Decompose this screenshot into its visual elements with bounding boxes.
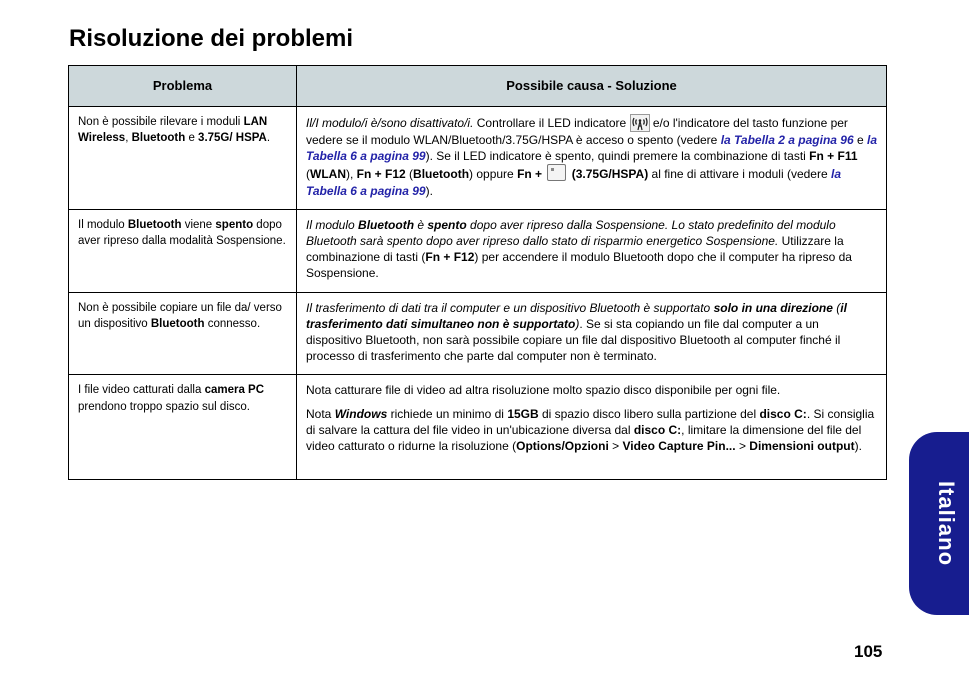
problem-text: dopo aver ripreso dalla modalità Sospensione. — [78, 218, 286, 248]
solution-text: ), — [346, 167, 357, 182]
solution-text: richiede un minimo di — [387, 406, 508, 421]
solution-cell — [297, 107, 887, 210]
solution-text: Nota — [306, 406, 335, 421]
solution-bold: Video Capture Pin... — [622, 439, 736, 454]
solution-text: ( — [306, 167, 310, 182]
column-header-soluzione: Possibile causa - Soluzione — [297, 66, 887, 107]
problem-text: viene — [181, 218, 216, 231]
table-row — [69, 209, 887, 292]
solution-text: ( — [405, 167, 414, 182]
solution-text: > — [735, 439, 750, 454]
solution-text: ). Se il LED indicatore è spento, quindi premere la combinazione di tasti — [425, 149, 810, 164]
solution-text: . Si consiglia di salvare la cattura del file video in un'ubicazione diversa dal — [306, 406, 875, 437]
problem-bold: 3.75G/ HSPA — [198, 132, 267, 145]
solution-bold-italic: il trasferimento dati simultaneo non è supportato — [306, 300, 847, 331]
table-row — [69, 292, 887, 375]
problem-bold: Bluetooth — [150, 317, 205, 330]
solution-text: > — [608, 439, 623, 454]
problem-text: I file video catturati dalla — [78, 384, 205, 397]
solution-bold: 15GB — [507, 406, 539, 421]
language-tab[interactable] — [909, 432, 969, 615]
solution-text: ) per accendere il modulo Bluetooth dopo che il computer ha ripreso da Sospensione. — [306, 250, 852, 281]
solution-italic: Il modulo — [306, 217, 359, 232]
solution-bold-italic: solo in una direzione — [713, 300, 833, 315]
problem-bold: Bluetooth — [131, 132, 186, 145]
problem-text: e — [185, 132, 199, 145]
solution-text: di spazio disco libero sulla partizione del — [538, 406, 760, 421]
solution-italic: è — [414, 217, 428, 232]
solution-bold: Fn + F12 — [425, 250, 475, 265]
problem-bold: Bluetooth — [127, 218, 182, 231]
solution-bold: disco C: — [759, 406, 807, 421]
problem-cell — [69, 292, 297, 375]
problem-text: . — [266, 132, 271, 145]
solution-bold-italic: spento — [427, 217, 467, 232]
solution-text: , limitare la dimensione del file del video catturato o ridurne la risoluzione ( — [306, 422, 862, 454]
solution-bold: WLAN — [310, 167, 346, 182]
problem-cell — [69, 375, 297, 480]
solution-cell — [297, 292, 887, 375]
problem-cell — [69, 209, 297, 292]
3g-key-icon — [547, 164, 566, 181]
solution-bold: Fn + — [517, 167, 546, 182]
solution-text: ). — [425, 183, 433, 198]
problem-text: Il modulo — [78, 218, 128, 231]
solution-bold: disco C: — [633, 422, 682, 437]
solution-italic: Il trasferimento di dati tra il computer e un dispositivo Bluetooth è supportato — [306, 300, 714, 315]
solution-text: ) oppure — [469, 167, 518, 182]
table-reference-link[interactable]: la Tabella 2 a pagina 96 — [720, 133, 854, 147]
wireless-led-icon — [630, 114, 650, 132]
problem-text: Non è possibile rilevare i moduli — [78, 116, 244, 128]
solution-bold: Fn + F11 — [809, 149, 858, 164]
solution-bold: Dimensioni output — [749, 439, 855, 454]
solution-bold: Options/Opzioni — [516, 439, 609, 454]
table-reference-link[interactable]: la Tabella 6 a pagina 99 — [306, 167, 841, 198]
solution-italic: dopo aver ripreso dalla Sospensione. Lo stato predefinito del modulo Bluetooth sarà spento dopo aver ripreso dallo stato di risparmio energetico Sospensione. — [306, 217, 836, 249]
problem-bold: spento — [215, 218, 254, 231]
solution-bold: Fn + F12 — [356, 167, 406, 182]
table-header-row — [69, 66, 887, 107]
problem-bold: LAN Wireless — [78, 116, 268, 145]
table-reference-link[interactable]: la Tabella 6 a pagina 99 — [306, 133, 877, 164]
solution-text: Utilizzare la combinazione di tasti ( — [306, 234, 844, 265]
solution-bold-italic: Windows — [334, 406, 388, 421]
language-tab-label: Italiano — [934, 480, 959, 566]
solution-text: Controllare il LED indicatore — [473, 116, 630, 130]
troubleshooting-table — [68, 65, 887, 480]
solution-bold: (3.75G/HSPA) — [568, 167, 649, 182]
column-header-problema: Problema — [69, 66, 297, 107]
solution-italic: ) — [575, 316, 580, 331]
solution-text: e/o l'indicatore del tasto funzione per vedere se il modulo WLAN/Bluetooth/3.75G/HSPA è acceso o spento (vedere — [306, 116, 848, 147]
solution-paragraph — [306, 406, 877, 455]
solution-text: al fine di attivare i moduli (vedere — [648, 167, 831, 182]
solution-bold-italic: Bluetooth — [358, 217, 415, 232]
solution-italic: Il/I modulo/i è/sono disattivato/i. — [306, 116, 474, 130]
page-title: Risoluzione dei problemi — [69, 25, 354, 52]
problem-text: , — [125, 132, 132, 145]
page-number: 105 — [854, 642, 883, 661]
problem-text: connesso. — [204, 317, 261, 330]
solution-italic: ( — [832, 300, 841, 315]
solution-text: . Se si sta copiando un file dal computer a un dispositivo Bluetooth, non sarà possibile copiare un file dal dispositivo Bluetooth al computer finché il processo di trasferimento che parte dal computer non è terminato. — [306, 316, 841, 364]
problem-bold: camera PC — [204, 384, 265, 397]
problem-text: prendono troppo spazio sul disco. — [78, 400, 250, 413]
problem-cell — [69, 107, 297, 210]
solution-text: ). — [854, 439, 862, 454]
table-row — [69, 375, 887, 480]
solution-text: e — [853, 133, 867, 147]
solution-bold: Bluetooth — [413, 167, 470, 182]
problem-text: Non è possibile copiare un file da/ verso un dispositivo — [78, 301, 282, 330]
solution-cell — [297, 209, 887, 292]
solution-paragraph: Nota catturare file di video ad altra risoluzione molto spazio disco disponibile per ogni file. — [306, 383, 781, 398]
table-row — [69, 107, 887, 210]
solution-cell — [297, 375, 887, 480]
